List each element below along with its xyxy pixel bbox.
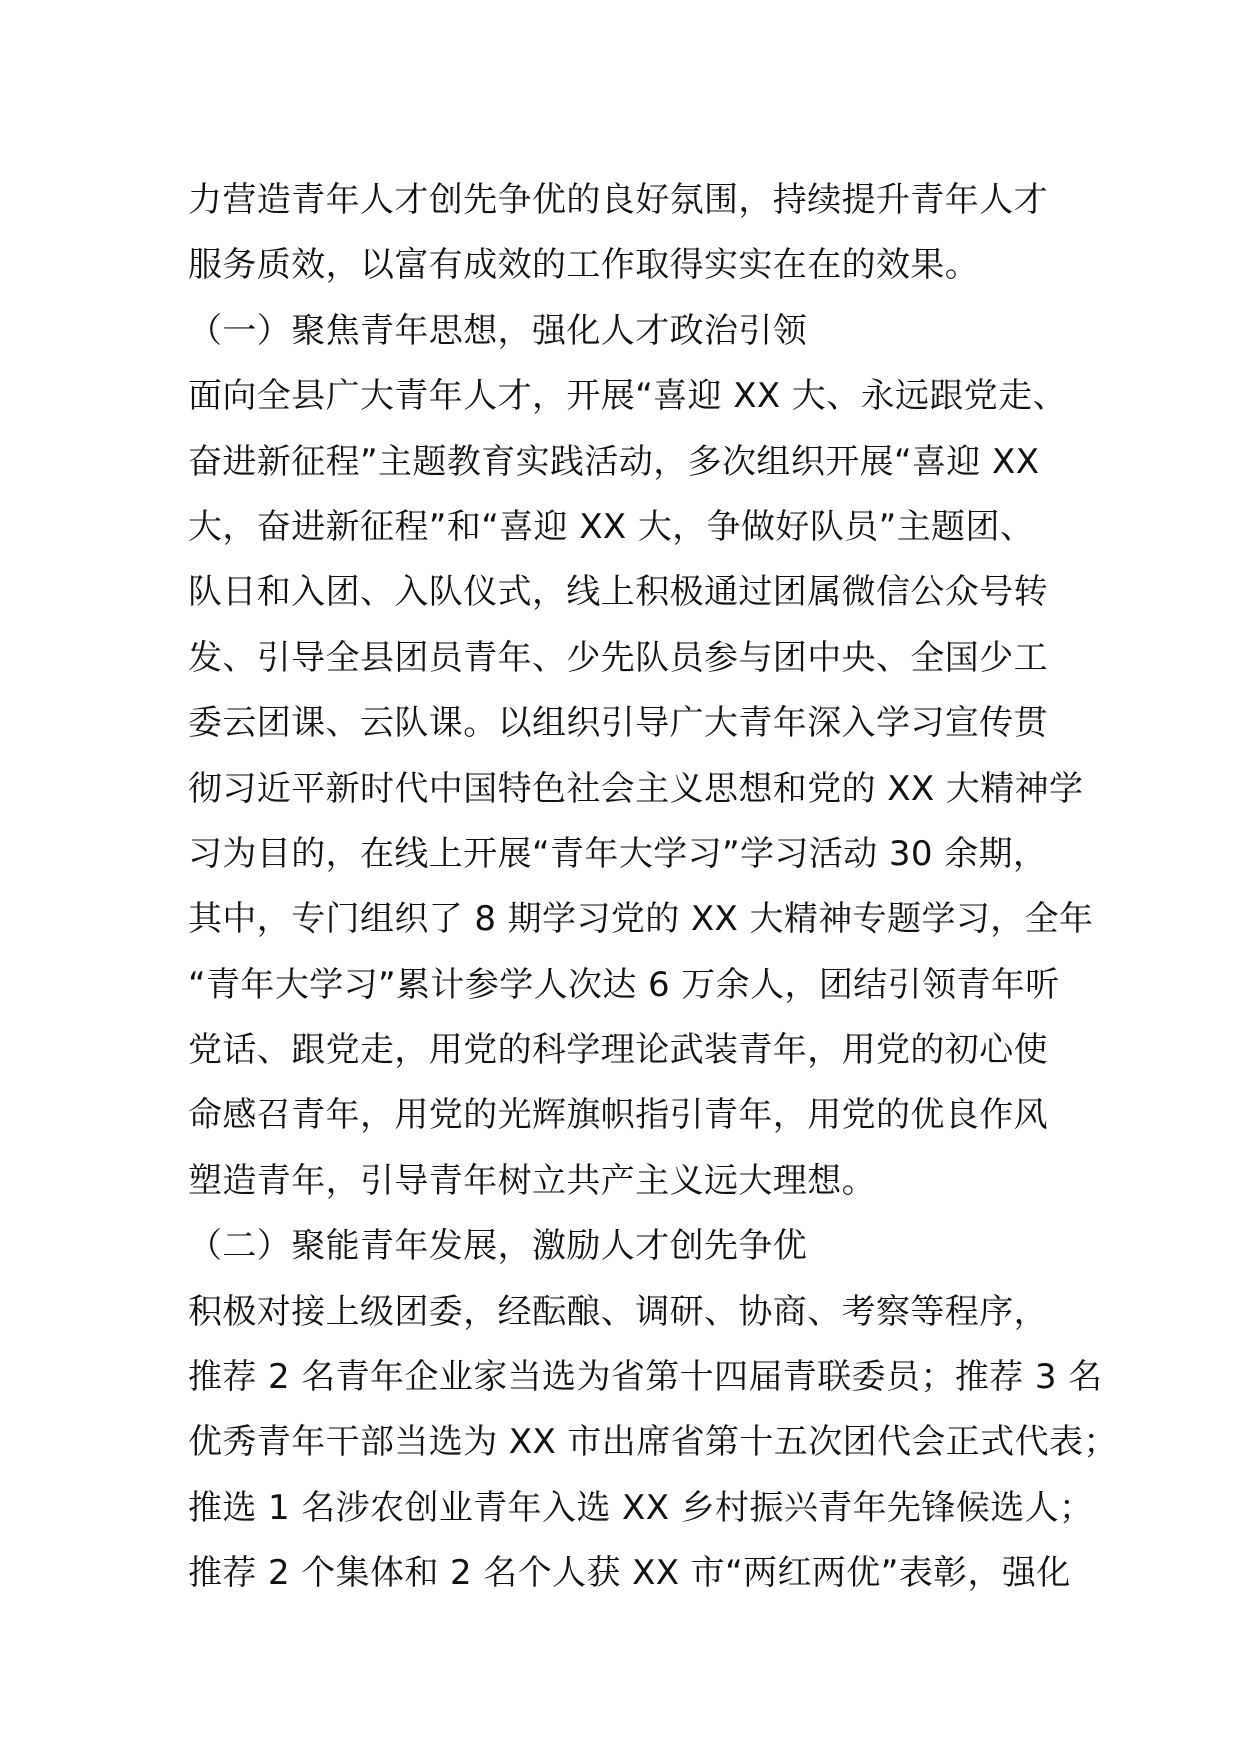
body-line: 面向全县广大青年人才，开展“喜迎 XX 大、永远跟党走、 xyxy=(188,376,1068,417)
body-line: 优秀青年干部当选为 XX 市出席省第十五次团代会正式代表； xyxy=(188,1422,1118,1463)
body-line: 奋进新征程”主题教育实践活动，多次组织开展“喜迎 XX xyxy=(188,441,1040,482)
body-line: 推荐 2 个集体和 2 名个人获 XX 市“两红两优”表彰，强化 xyxy=(188,1553,1071,1594)
body-line: 彻习近平新时代中国特色社会主义思想和党的 XX 大精神学 xyxy=(188,768,1084,809)
body-line: 其中，专门组织了 8 期学习党的 XX 大精神专题学习，全年 xyxy=(188,899,1094,940)
body-line: 推荐 2 名青年企业家当选为省第十四届青联委员；推荐 3 名 xyxy=(188,1357,1103,1398)
section-heading: （一）聚焦青年思想，强化人才政治引领 xyxy=(188,310,808,351)
body-line: 发、引导全县团员青年、少先队员参与团中央、全国少工 xyxy=(188,637,1048,678)
body-line: 大，奋进新征程”和“喜迎 XX 大，争做好队员”主题团、 xyxy=(188,506,1035,547)
section-heading: （二）聚能青年发展，激励人才创先争优 xyxy=(188,1226,808,1267)
body-line: 塑造青年，引导青年树立共产主义远大理想。 xyxy=(188,1160,876,1201)
body-line: 队日和入团、入队仪式，线上积极通过团属微信公众号转 xyxy=(188,572,1048,613)
body-line: 力营造青年人才创先争优的良好氛围，持续提升青年人才 xyxy=(188,180,1048,220)
body-line: 委云团课、云队课。以组织引导广大青年深入学习宣传贯 xyxy=(188,703,1048,744)
body-line: 积极对接上级团委，经酝酿、调研、协商、考察等程序， xyxy=(188,1291,1048,1332)
body-line: 推选 1 名涉农创业青年入选 XX 乡村振兴青年先锋候选人； xyxy=(188,1487,1094,1528)
body-line: 习为目的，在线上开展“青年大学习”学习活动 30 余期， xyxy=(188,833,1048,874)
document-body xyxy=(188,168,1118,1607)
body-line: 服务质效，以富有成效的工作取得实实在在的效果。 xyxy=(188,245,980,286)
body-line: 命感召青年，用党的光辉旗帜指引青年，用党的优良作风 xyxy=(188,1095,1048,1136)
body-line: “青年大学习”累计参学人次达 6 万余人，团结引领青年听 xyxy=(188,964,1060,1005)
body-line: 党话、跟党走，用党的科学理论武装青年，用党的初心使 xyxy=(188,1030,1048,1071)
